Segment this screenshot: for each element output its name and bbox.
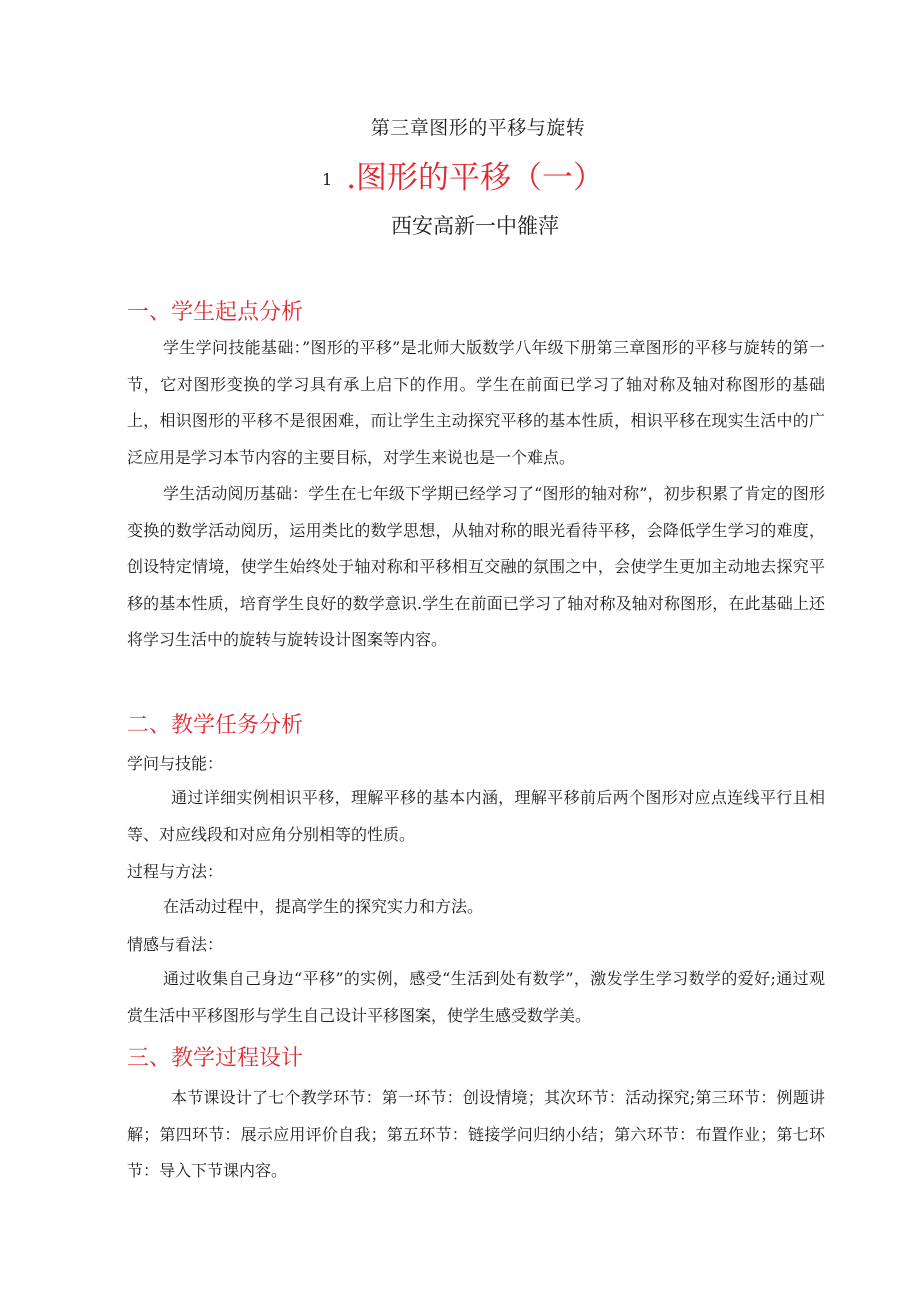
paragraph-activity-experience: 学生活动阅历基础：学生在七年级下学期已经学习了“图形的轴对称”，初步积累了肯定的图形变换的数学活动阅历，运用类比的数学思想，从轴对称的眼光看待平移，会降低学生学习的难度，创设特定情境，使学生始终处于轴对称和平移相互交融的氛围之中，会使学生更加主动地去探究平移的基本性质，培育学生良好的数学意识.学生在前面已学习了轴对称及轴对称图形，在此基础上还将学习生活中的旋转与旋转设计图案等内容。 — [127, 484, 825, 649]
section-heading-task-analysis: 二、教学任务分析 — [127, 713, 304, 738]
section-heading-process-design: 三、教学过程设计 — [127, 1046, 304, 1071]
label-knowledge-skills: 学问与技能： — [127, 754, 224, 773]
lesson-title-text: .图形的平移（一） — [346, 160, 605, 196]
label-emotion-attitude: 情感与看法： — [127, 935, 224, 954]
paragraph-knowledge-foundation: 学生学问技能基础：”图形的平移”是北师大版数学八年级下册第三章图形的平移与旋转的第一节，它对图形变换的学习具有承上启下的作用。学生在前面已学习了轴对称及轴对称图形的基础上，相识图形的平移不是很困难，而让学生主动探究平移的基本性质，相识平移在现实生活中的广泛应用是学习本节内容的主要目标，对学生来说也是一个难点。 — [127, 338, 825, 467]
paragraph-process-method: 在活动过程中，提高学生的探究实力和方法。 — [163, 897, 484, 916]
section-heading-student-analysis: 一、学生起点分析 — [127, 300, 304, 325]
chapter-title: 第三章图形的平移与旋转 — [370, 117, 586, 139]
paragraph-knowledge-skills: 通过详细实例相识平移，理解平移的基本内涵，理解平移前后两个图形对应点连线平行且相等、对应线段和对应角分别相等的性质。 — [127, 788, 825, 844]
lesson-number: 1 — [322, 170, 333, 189]
lesson-title — [322, 152, 722, 197]
paragraph-process-design: 本节课设计了七个教学环节：第一环节：创设情境；其次环节：活动探究;第三环节：例题讲解；第四环节：展示应用评价自我；第五环节：链接学问归纳小结；第六环节：布置作业；第七环节：导入下节课内容。 — [127, 1088, 825, 1180]
paragraph-emotion-attitude: 通过收集自己身边“平移”的实例，感受“生活到处有数学”，激发学生学习数学的爱好;通过观赏生活中平移图形与学生自己设计平移图案，使学生感受数学美。 — [127, 969, 825, 1025]
author-line: 西安高新一中雒萍 — [391, 214, 559, 238]
label-process-method: 过程与方法： — [127, 862, 224, 881]
